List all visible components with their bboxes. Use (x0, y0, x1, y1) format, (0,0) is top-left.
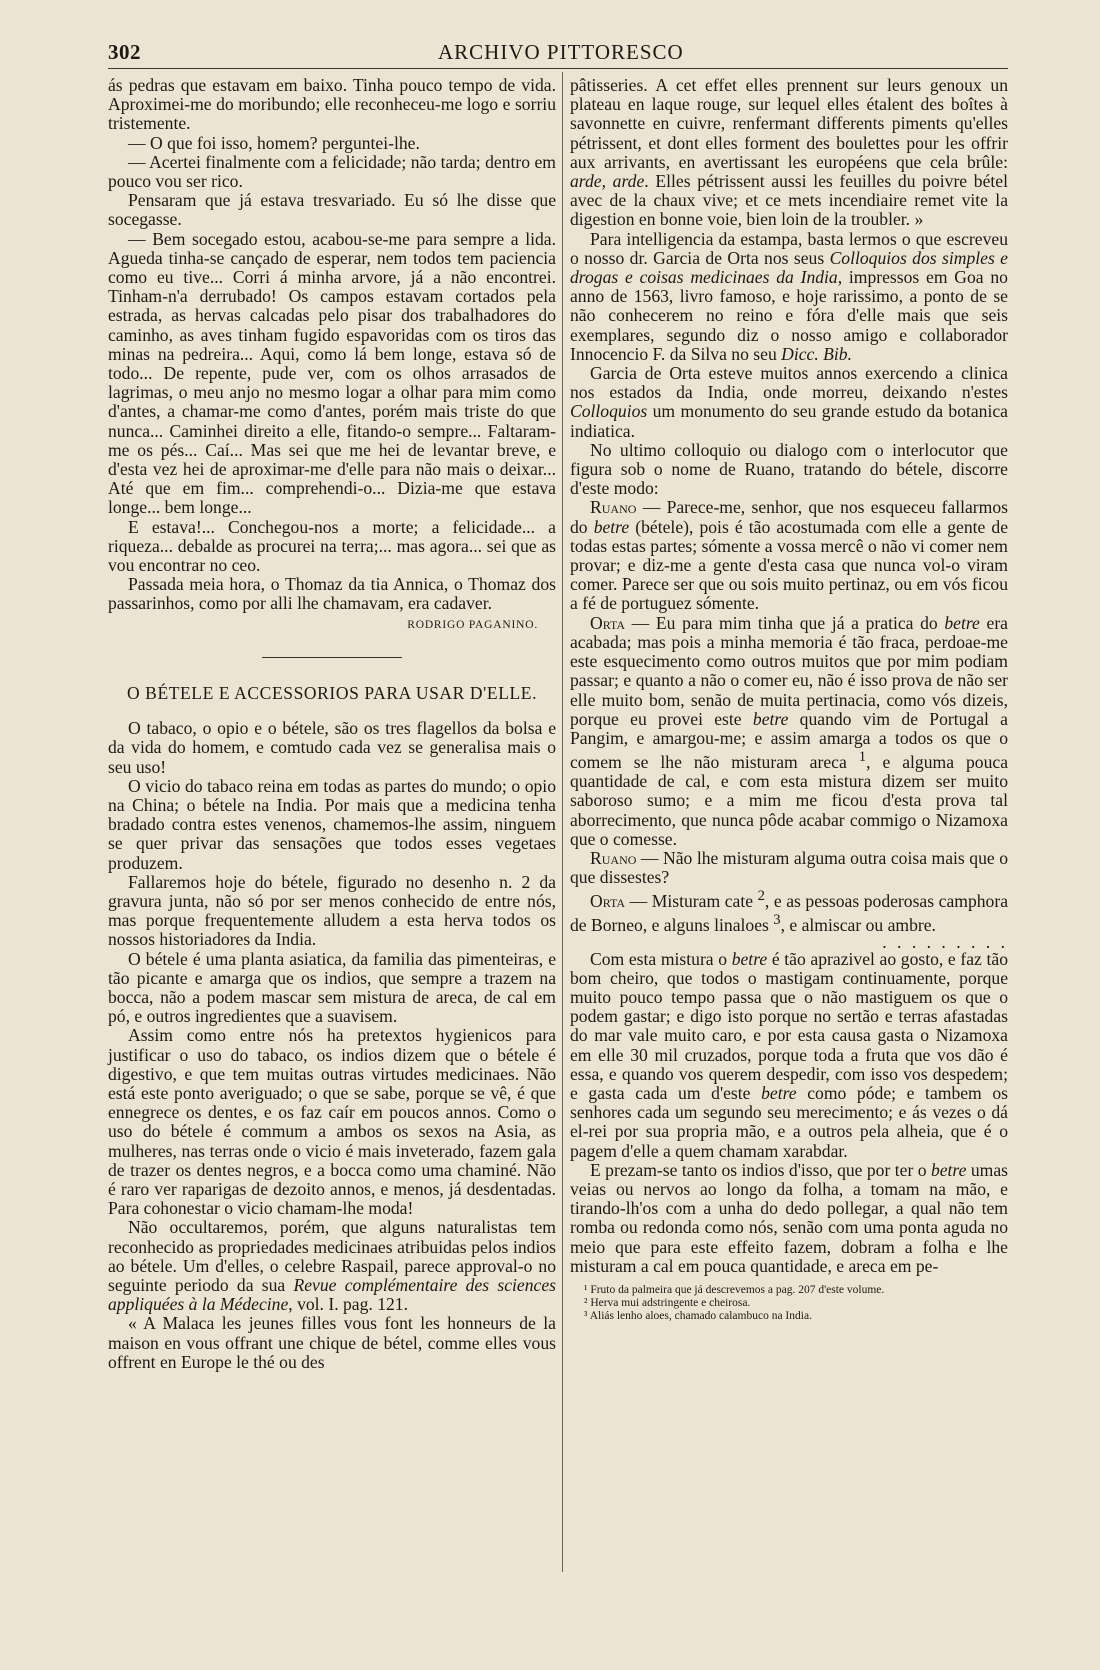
dialogue-paragraph (570, 887, 1008, 935)
paragraph (570, 230, 1008, 364)
text-run: E prezam-se tanto os indios d'isso, que por ter o (590, 1159, 931, 1180)
dialogue-paragraph (570, 849, 1008, 887)
paragraph (570, 76, 1008, 230)
author-signature: RODRIGO PAGANINO. (407, 618, 538, 631)
text-run: , e almiscar ou ambre. (780, 915, 936, 936)
paragraph (570, 1161, 1008, 1276)
paragraph: Fallaremos hoje do bétele, figurado no desenho n. 2 da gravura junta, não só por ser menos conhecido de entre nós, mas porque frequentemente alludem a esta herva todos os nossos historiadores da India. (108, 871, 556, 950)
paragraph: O tabaco, o opio e o bétele, são os tres flagellos da bolsa e da vida do homem, e comtudo cada vez se generalisa mais o seu uso! (108, 718, 556, 777)
italic-text: betre (593, 516, 630, 537)
italic-text: Colloquios (570, 401, 648, 422)
text-run: (bétele), pois é tão acostumada com elle a gente de todas estas partes; sómente a vossa mercê o não vi comer nem provar; e diz-me a gente d'esta casa que nunca vol-o viram comer. Parece ser que ou sois muito pertinaz, ou em vós ficou a fé de portuguez sómente. (570, 516, 1008, 614)
paragraph: No ultimo colloquio ou dialogo com o interlocutor que figura sob o nome de Ruano, tratando do bétele, discorre d'este modo: (570, 439, 1008, 499)
text-run: — Eu para mim tinha que já a pratica do (625, 612, 945, 633)
running-title: ARCHIVO PITTORESCO (438, 40, 684, 64)
text-run: . Elles pétrissent aussi les feuilles du poivre bétel avec de la chaux vive; et ce mets incendiaire remet vite la digestion en bonne voie, bien loin de la troubler. » (570, 171, 1008, 230)
italic-text: Revue complémentaire des sciences appliquées à la Médecine (108, 1274, 556, 1315)
text-run: — Não lhe misturam alguma outra coisa mais que o que dissestes? (570, 847, 1008, 888)
footnote: ¹ Fruto da palmeira que já descrevemos a pag. 207 d'este volume. (584, 1283, 885, 1296)
text-run: Com esta mistura o (590, 948, 732, 969)
footnote-ref: 3 (773, 912, 781, 929)
italic-text: betre (944, 612, 980, 633)
text-run: quando vim de Portugal a Pangim, e amargou-me; e assim amarga a todos os que o comem se lhe não misturam areca (570, 708, 1008, 772)
page-number: 302 (108, 40, 141, 64)
footnote: ³ Aliás lenho aloes, chamado calambuco na India. (584, 1309, 812, 1322)
speaker-name: Orta (590, 891, 626, 912)
italic-text: arde, arde (570, 171, 645, 192)
paragraph: ás pedras que estavam em baixo. Tinha pouco tempo de vida. Aproximei-me do moribundo; elle reconheceu-me logo e sorriu tristemente. (108, 75, 556, 134)
paragraph: Assim como entre nós ha pretextos hygienicos para justificar o uso do tabaco, os indios dizem que o bétele é digestivo, e que tem muitas outras virtudes medicinaes. Não está este ponto averiguado; o que se sabe, porque se vê, é que ennegrece os dentes, e os faz caír em poucos annos. Como o uso do bétele é commum a ambos os sexos na Asia, as mulheres, nas terras onde o vicio é mais inveterado, fazem gala de trazer os dentes negros, e a bocca como uma chaminé. Não é raro ver raparigas de dezoito annos, e menos, já desdentadas. Para cohonestar o vicio chamam-lhe moda! (108, 1025, 556, 1219)
italic-text: Colloquios dos simples e drogas e coisas medicinaes da India (570, 247, 1008, 288)
speaker-name: Ruano (590, 497, 637, 518)
italic-text: betre (752, 708, 789, 729)
paragraph (570, 364, 1008, 441)
dialogue-paragraph (570, 498, 1008, 613)
column-rule (562, 72, 563, 1572)
article-title: O BÉTELE E ACCESSORIOS PARA USAR D'ELLE. (126, 682, 538, 703)
text-run: era acabada; mas pois a minha memoria é tão fraca, perdoae-me este esquecimento como outros muitos que por mim podiam passar; e quanto a não o comer eu, não é isso prova de não ser elle muito bom, senão de muita pertinacia, como vós dizeis, porque eu provei este (570, 612, 1008, 729)
text-run: um monumento do seu grande estudo da botanica indiatica. (570, 401, 1008, 441)
footnote-ref: 2 (757, 888, 765, 905)
paragraph: Passada meia hora, o Thomaz da tia Annica, o Thomaz dos passarinhos, como por alli lhe chamavam, era cadaver. (108, 574, 556, 614)
text-run: umas veias ou nervos ao longo da folha, a tomam na mão, e tirando-lh'os com a unha do dedo pollegar, a qual não tem romba ou redonda como nós, senão com uma ponta aguda no meio que para este effeito fazem, dobram a folha e lhe misturam a cal em pouca quantidade, e areca em pe- (570, 1159, 1008, 1276)
paragraph: O bétele é uma planta asiatica, da familia das pimenteiras, e tão picante e amarga que os indios, que sempre a trazem na bocca, não a podem mascar sem mistura de areca, de cal em pó, e outros ingredientes que a suavisem. (108, 948, 556, 1027)
text-run: — Parece-me, senhor, que nos esqueceu fallarmos do (570, 497, 1008, 537)
text-run: , e as pessoas poderosas camphora de Borneo, e alguns linaloes (570, 891, 1009, 936)
paragraph: — O que foi isso, homem? perguntei-lhe. (128, 132, 420, 153)
paragraph: — Bem socegado estou, acabou-se-me para sempre a lida. Agueda tinha-se cançado de esperar, nem todos tem paciencia como eu tive... Corri á minha arvore, já a não encontrei. Tinham-n'a derrubado! Os campos estavam cortados pela estrada, as hervas calcadas pelo pisar dos trabalhadores do caminho, as aves tinham fugido espavoridas com os tiros das minas na pedreira... Aqui, como lá bem longe, estava só de todo... De repente, pude ver, com os olhos arrasados de lagrimas, o meu anjo no mesmo logar a olhar para mim como d'antes, a chamar-me como d'antes, porém mais triste do que nunca... Caminhei direito a elle, fitando-o sempre... Faltaram-me os pés... Caí... Mas sei que me hei de levantar breve, e d'esta vez hei de aproximar-me d'elle para não mais o deixar... Até que em fim... comprehendi-o... Dizia-me que estava longe... bem longe... (108, 228, 556, 518)
text-run: , impressos em Goa no anno de 1563, livro famoso, e hoje rarissimo, a ponto de se não conhecerem no reino e fóra d'elle mais que seis exemplares, segundo diz o nosso amigo e collaborador Innocencio F. da Silva no seu (570, 267, 1008, 364)
paragraph: Pensaram que já estava tresvariado. Eu só lhe disse que socegasse. (108, 190, 556, 230)
italic-text: betre (761, 1082, 797, 1103)
section-divider (262, 657, 402, 658)
paragraph (570, 950, 1008, 1161)
footnote-ref: 1 (858, 749, 867, 766)
speaker-name: Orta (590, 612, 626, 633)
paragraph: — Acertei finalmente com a felicidade; não tarda; dentro em pouco vou ser rico. (108, 151, 556, 192)
italic-text: betre (930, 1159, 967, 1180)
text-run: , e alguma pouca quantidade de cal, e com esta mistura dizem ser muito saboroso sumo; e a mim me ficou d'esta prova tal aborrecimento, que nunca pôde acabar commigo o Nizamoxa que o comesse. (570, 751, 1009, 849)
right-column (570, 76, 1008, 1323)
dialogue-paragraph (570, 614, 1008, 849)
text-run: Não occultaremos, porém, que alguns naturalistas tem reconhecido as propriedades medicinaes atribuidas pelos indios ao bétele. Um d'elles, o celebre Raspail, parece approval-o no seguinte periodo da sua (108, 1217, 556, 1295)
text-run: , vol. I. pag. 121. (288, 1294, 409, 1315)
text-run: Para intelligencia da estampa, basta lermos o que escreveu o nosso dr. Garcia de Orta nos seus (570, 228, 1008, 268)
paragraph: O vicio do tabaco reina em todas as partes do mundo; o opio na China; o bétele na India. Por mais que a medicina tenha bradado contra estes venenos, chamemos-lhe assim, ninguem se quer privar das sensações que todos esses vegetaes produzem. (108, 775, 556, 873)
text-run: pâtisseries. A cet effet elles prennent sur leurs genoux un plateau en laque rouge, sur lequel elles étalent des boîtes à savonnette en cuivre, renfermant differents piments qu'elles pétrissent, et dont elles forment des boulettes pour les offrir aux arrivants, en avertissant les européens que cela brûle: (570, 75, 1008, 172)
footnote: ² Herva mui adstringente e cheirosa. (584, 1296, 751, 1309)
text-run: — Misturam cate (625, 891, 758, 912)
left-column (108, 76, 556, 1372)
text-run: Garcia de Orta esteve muitos annos exercendo a clinica nos estados da India, onde morreu, deixando n'estes (570, 363, 1008, 403)
text-run: é tão aprazivel ao gosto, e faz tão bom cheiro, que todos o mastigam continuamente, porque muito pouco tempo passa que o não mastiguem os que o podem gastar; e digo isto porque no sertão e terras afastadas do mar vale muito caro, e por esta causa gasta o Nizamoxa em elle 30 mil cruzados, porque toda a fruta que vos dão é essa, e quando vos querem despedir, com isso vos despedem; e gasta cada um d'este (570, 948, 1008, 1103)
italic-text: betre (731, 948, 768, 969)
paragraph: « A Malaca les jeunes filles vous font les honneurs de la maison en vous offrant une chique de bétel, comme elles vous offrent en Europe le thé ou des (108, 1313, 556, 1372)
footnotes (570, 1284, 1008, 1323)
italic-text: Dicc. Bib. (781, 343, 852, 364)
ellipsis-dots: . . . . . . . . . (882, 931, 1008, 952)
paragraph: E estava!... Conchegou-nos a morte; a felicidade... a riqueza... debalde as procurei na terra;... mas agora... sei que as vou encontrar no ceo. (108, 516, 556, 576)
speaker-name: Ruano (590, 847, 637, 868)
text-run: como póde; e tambem os senhores cada um segundo seu merecimento; e ás vezes o dá el-rei por sua propria mão, e a outros pela alheia, que é o pagem d'elle a quem chamam xarabdar. (570, 1082, 1008, 1161)
paragraph (108, 1218, 556, 1314)
page-header (108, 36, 1008, 69)
